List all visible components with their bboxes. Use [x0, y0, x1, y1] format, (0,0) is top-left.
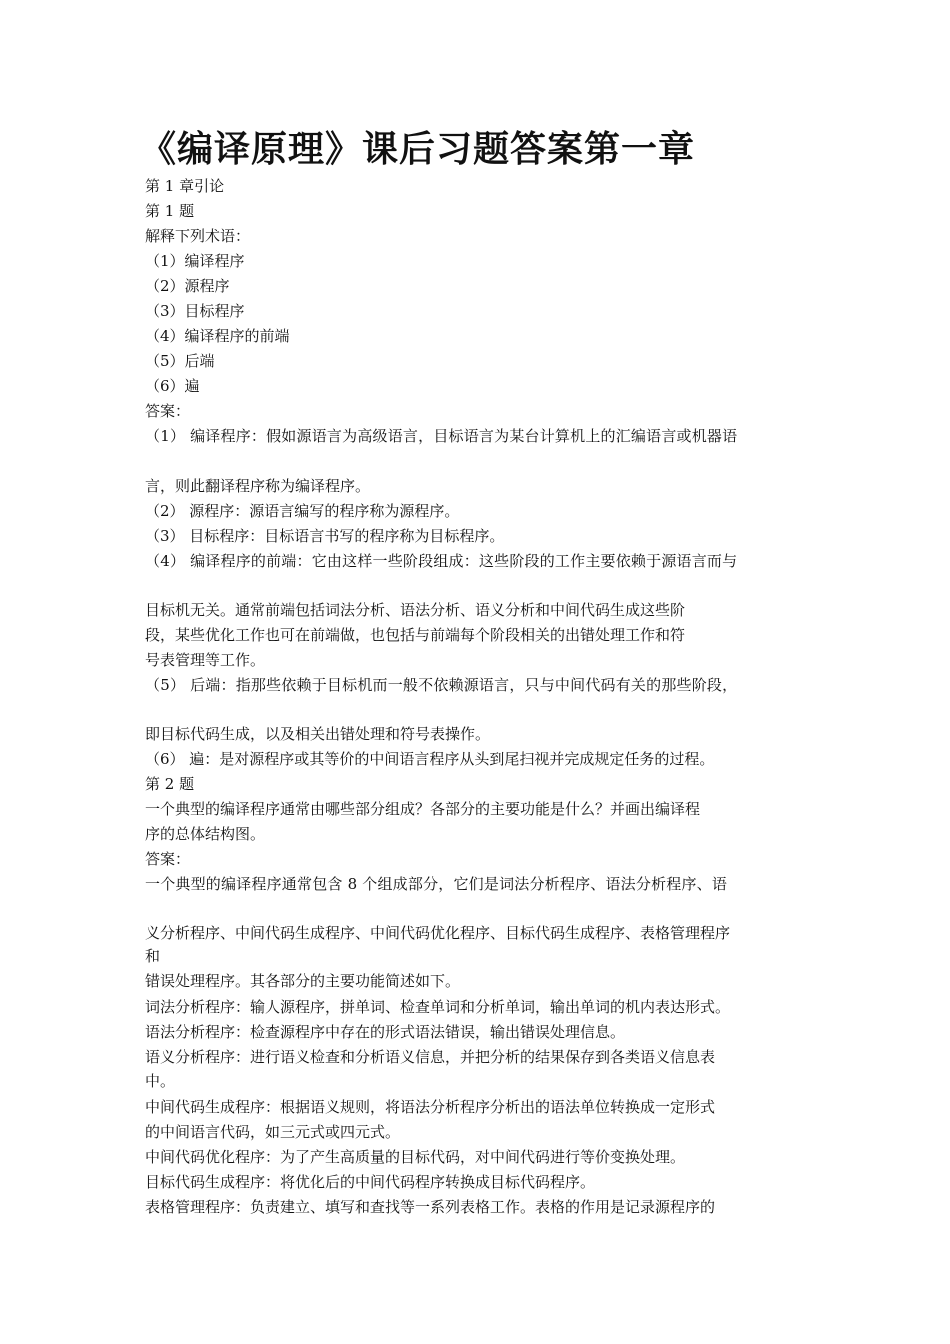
text-line: （2） 源程序：源语言编写的程序称为源程序。 [145, 502, 460, 520]
question-heading: 第 2 题 [145, 775, 195, 793]
text-line: 中间代码生成程序：根据语义规则，将语法分析程序分析出的语法单位转换成一定形式 [145, 1098, 716, 1116]
answer-label: 答案： [145, 850, 191, 868]
text-line: 中间代码优化程序：为了产生高质量的目标代码，对中间代码进行等价变换处理。 [145, 1148, 686, 1166]
text-line: 即目标代码生成，以及相关出错处理和符号表操作。 [145, 725, 491, 743]
list-item: （6）遍 [145, 377, 200, 395]
text-line: 中。 [145, 1072, 176, 1090]
text-line: 一个典型的编译程序通常包含 8 个组成部分，它们是词法分析程序、语法分析程序、语 [145, 875, 728, 893]
list-item: （4）编译程序的前端 [145, 327, 290, 345]
text-line: （1） 编译程序：假如源语言为高级语言，目标语言为某台计算机上的汇编语言或机器语 [145, 427, 738, 445]
text-line: 段，某些优化工作也可在前端做，也包括与前端每个阶段相关的出错处理工作和符 [145, 626, 686, 644]
text-line: 和 [145, 947, 161, 965]
text-line: 言，则此翻译程序称为编译程序。 [145, 477, 371, 495]
text-line: 错误处理程序。其各部分的主要功能简述如下。 [145, 972, 461, 990]
text-line: 号表管理等工作。 [145, 651, 266, 669]
text-line: 的中间语言代码，如三元式或四元式。 [145, 1123, 401, 1141]
text-line: （5） 后端：指那些依赖于目标机而一般不依赖源语言，只与中间代码有关的那些阶段， [145, 676, 738, 694]
document-title: 《编译原理》课后习题答案第一章 [140, 129, 696, 170]
text-line: 义分析程序、中间代码生成程序、中间代码优化程序、目标代码生成程序、表格管理程序 [145, 924, 731, 942]
list-item: （5）后端 [145, 352, 215, 370]
text-line: 序的总体结构图。 [145, 825, 266, 843]
text-line: 解释下列术语： [145, 227, 251, 245]
text-line: （6） 遍：是对源程序或其等价的中间语言程序从头到尾扫视并完成规定任务的过程。 [145, 750, 715, 768]
text-line: （4） 编译程序的前端：它由这样一些阶段组成：这些阶段的工作主要依赖于源语言而与 [145, 552, 738, 570]
list-item: （1）编译程序 [145, 252, 245, 270]
text-line: 表格管理程序：负责建立、填写和查找等一系列表格工作。表格的作用是记录源程序的 [145, 1198, 716, 1216]
question-heading: 第 1 题 [145, 202, 195, 220]
text-line: 一个典型的编译程序通常由哪些部分组成？各部分的主要功能是什么？并画出编译程 [145, 800, 701, 818]
text-line: 词法分析程序：输人源程序，拼单词、检查单词和分析单词，输出单词的机内表达形式。 [145, 998, 731, 1016]
text-line: 目标代码生成程序：将优化后的中间代码程序转换成目标代码程序。 [145, 1173, 596, 1191]
text-line: 语义分析程序：进行语义检查和分析语义信息，并把分析的结果保存到各类语义信息表 [145, 1048, 716, 1066]
text-line: 语法分析程序：检查源程序中存在的形式语法错误，输出错误处理信息。 [145, 1023, 626, 1041]
text-line: 目标机无关。通常前端包括词法分析、语法分析、语义分析和中间代码生成这些阶 [145, 601, 686, 619]
list-item: （3）目标程序 [145, 302, 245, 320]
list-item: （2）源程序 [145, 277, 230, 295]
chapter-heading: 第 1 章引论 [145, 177, 225, 195]
text-line: （3） 目标程序：目标语言书写的程序称为目标程序。 [145, 527, 505, 545]
answer-label: 答案： [145, 402, 191, 420]
